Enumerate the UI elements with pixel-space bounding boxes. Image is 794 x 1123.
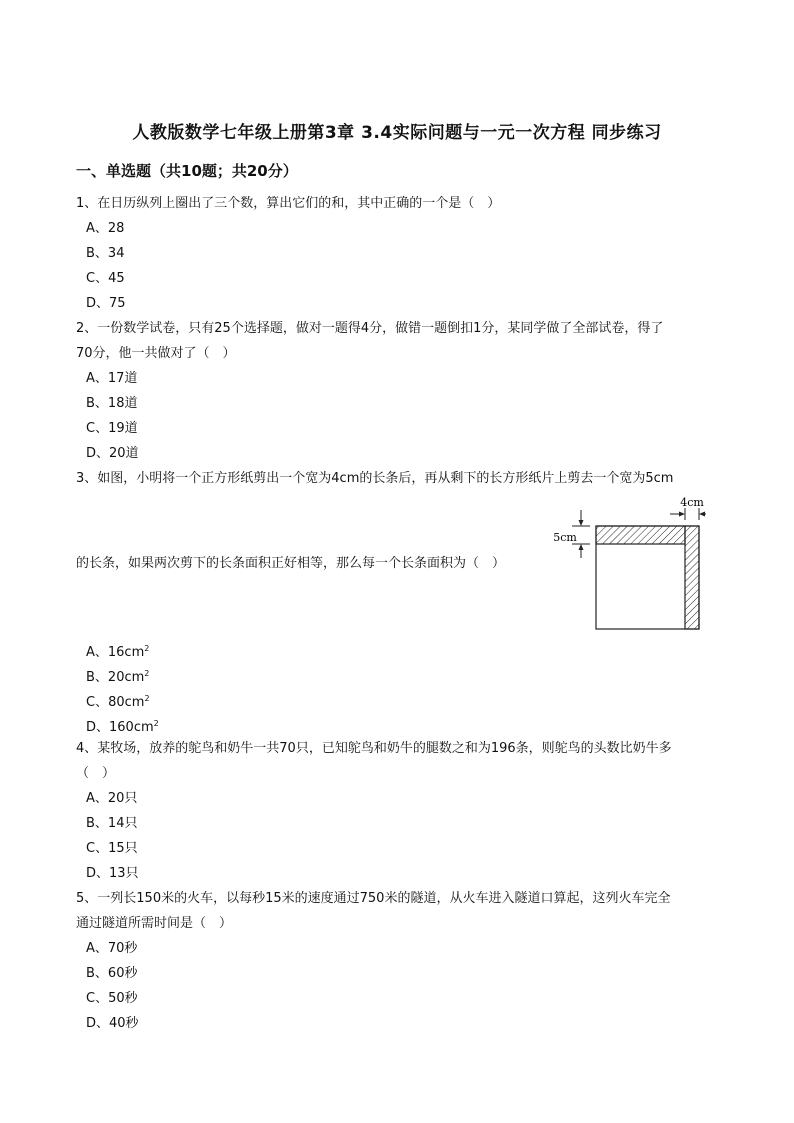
page-title: 人教版数学七年级上册第3章 3.4实际问题与一元一次方程 同步练习 — [132, 123, 662, 143]
question-2-text-line-2: 70分，他一共做对了（ ） — [76, 346, 236, 361]
vertical-strip — [685, 526, 699, 629]
question-2-option-b: B、18道 — [86, 396, 138, 411]
question-1-option-a: A、28 — [86, 221, 125, 236]
question-2-text-line-1: 2、一份数学试卷，只有25个选择题，做对一题得4分，做错一题倒扣1分，某同学做了全部试卷，得了 — [76, 321, 664, 336]
question-3-option-a: A、$16cm^2$ — [86, 644, 150, 660]
question-1-option-c: C、45 — [86, 271, 125, 286]
square-strips-figure — [546, 494, 706, 634]
label-5cm: 5cm — [553, 531, 577, 544]
question-5-option-b: B、60秒 — [86, 966, 138, 981]
question-4-text-line-1: 4、某牧场，放养的鸵鸟和奶牛一共70只，已知鸵鸟和奶牛的腿数之和为196条，则鸵鸟的头数比奶牛多 — [76, 741, 672, 756]
question-3-option-c: C、$80cm^2$ — [86, 694, 150, 710]
question-5-option-d: D、40秒 — [86, 1016, 139, 1031]
question-3-text-line-2: 的长条，如果两次剪下的长条面积正好相等，那么每一个长条面积为（ ） — [76, 556, 506, 571]
question-5-option-a: A、70秒 — [86, 941, 138, 956]
question-2-option-a: A、17道 — [86, 371, 138, 386]
question-4-option-c: C、15只 — [86, 841, 138, 856]
question-1-option-b: B、34 — [86, 246, 125, 261]
question-2-option-d: D、20道 — [86, 446, 139, 461]
question-3-text-line-1: 3、如图，小明将一个正方形纸剪出一个宽为4cm的长条后，再从剩下的长方形纸片上剪去一个宽为5cm — [76, 471, 674, 486]
question-4-option-d: D、13只 — [86, 866, 139, 881]
question-3-option-b: B、$20cm^2$ — [86, 669, 150, 685]
question-5-text-line-2: 通过隧道所需时间是（ ） — [76, 916, 233, 931]
question-4-text-line-2: （ ） — [76, 766, 116, 781]
question-2-option-c: C、19道 — [86, 421, 138, 436]
question-5-option-c: C、50秒 — [86, 991, 138, 1006]
label-4cm: 4cm — [680, 496, 704, 509]
section-heading: 一、单选题（共10题；共20分） — [76, 162, 298, 180]
question-4-option-a: A、20只 — [86, 791, 138, 806]
question-1-text: 1、在日历纵列上圈出了三个数，算出它们的和，其中正确的一个是（ ） — [76, 196, 501, 211]
question-4-option-b: B、14只 — [86, 816, 138, 831]
question-1-option-d: D、75 — [86, 296, 126, 311]
question-5-text-line-1: 5、一列长150米的火车，以每秒15米的速度通过750米的隧道，从火车进入隧道口算起，这列火车完全 — [76, 891, 671, 906]
horizontal-strip — [596, 526, 685, 544]
question-3-option-d: D、$160cm^2$ — [86, 719, 159, 735]
